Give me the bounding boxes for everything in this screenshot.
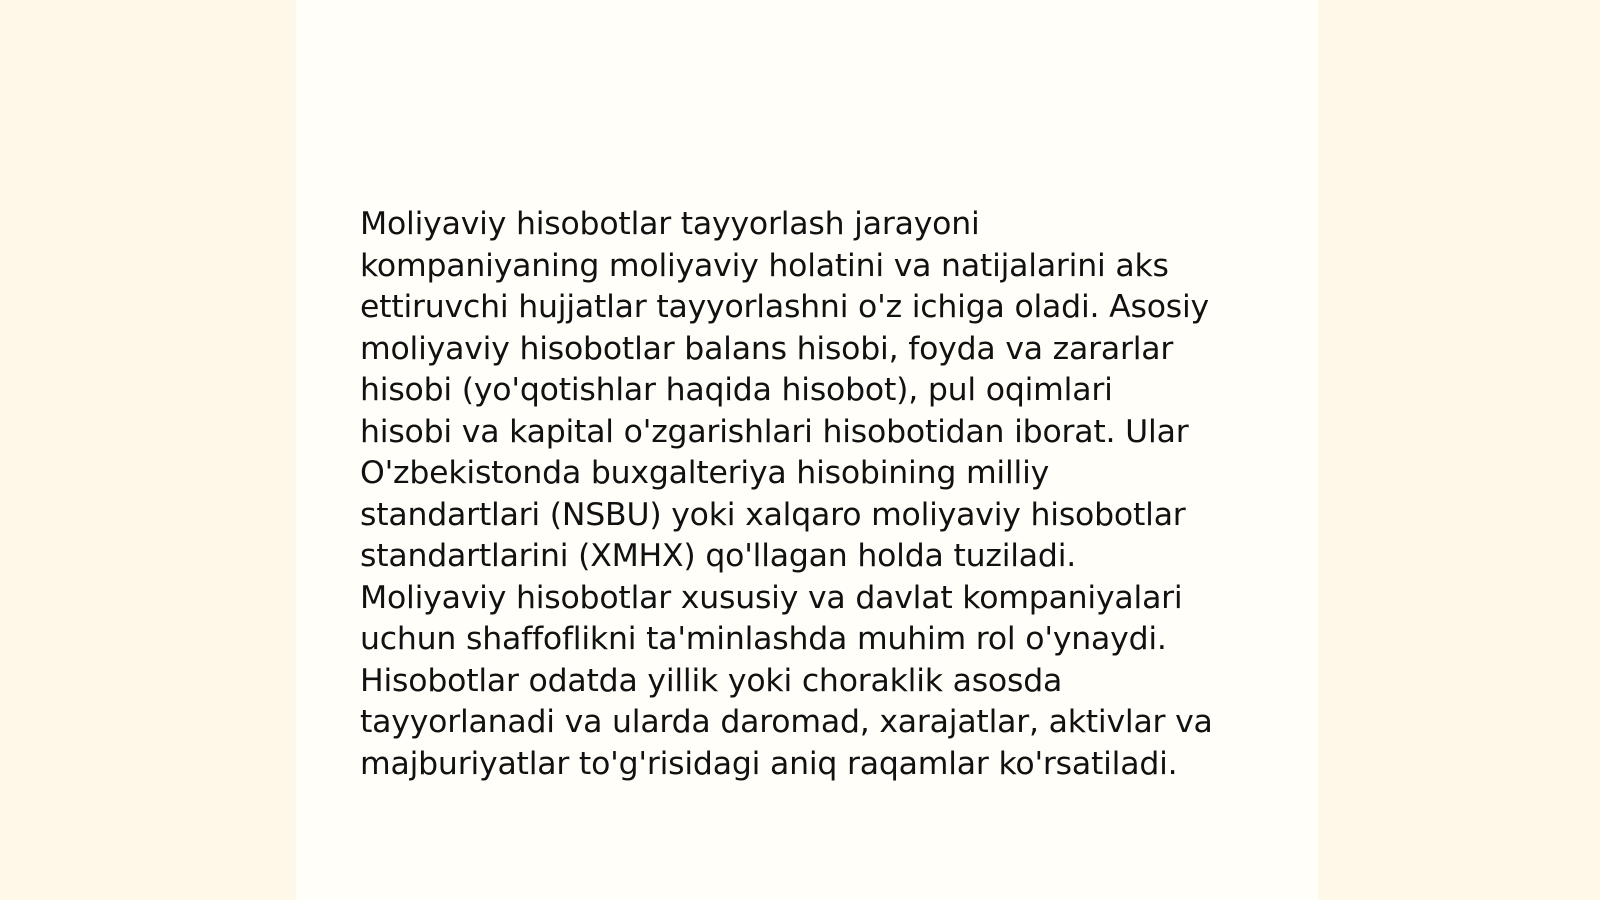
- paragraph-line: majburiyatlar to'g'risidagi aniq raqamlar ko'rsatiladi.: [360, 745, 1178, 782]
- paragraph-line: ettiruvchi hujjatlar tayyorlashni o'z ichiga oladi. Asosiy: [360, 289, 1209, 325]
- paragraph-line: hisobi va kapital o'zgarishlari hisobotidan iborat. Ular: [360, 413, 1189, 450]
- paragraph-line: standartlari (NSBU) yoki xalqaro moliyaviy hisobotlar: [360, 496, 1186, 533]
- paragraph-line: Moliyaviy hisobotlar tayyorlash jarayoni: [360, 206, 980, 242]
- paragraph-line: moliyaviy hisobotlar balans hisobi, foyda va zararlar: [360, 330, 1174, 367]
- paragraph-line: tayyorlanadi va ularda daromad, xarajatlar, aktivlar va: [360, 704, 1213, 740]
- paragraph-line: standartlarini (XMHX) qo'llagan holda tuziladi.: [360, 538, 1077, 574]
- paragraph-line: Moliyaviy hisobotlar xususiy va davlat kompaniyalari: [360, 579, 1183, 616]
- paragraph-line: O'zbekistonda buxgalteriya hisobining milliy: [360, 455, 1050, 491]
- slide-paragraph: [360, 204, 1260, 785]
- paragraph-line: kompaniyaning moliyaviy holatini va natijalarini aks: [360, 247, 1169, 284]
- paragraph-line: Hisobotlar odatda yillik yoki choraklik asosda: [360, 662, 1063, 699]
- slide-page: [296, 0, 1318, 900]
- paragraph-line: hisobi (yo'qotishlar haqida hisobot), pul oqimlari: [360, 372, 1113, 408]
- paragraph-line: uchun shaffoflikni ta'minlashda muhim rol o'ynaydi.: [360, 621, 1167, 657]
